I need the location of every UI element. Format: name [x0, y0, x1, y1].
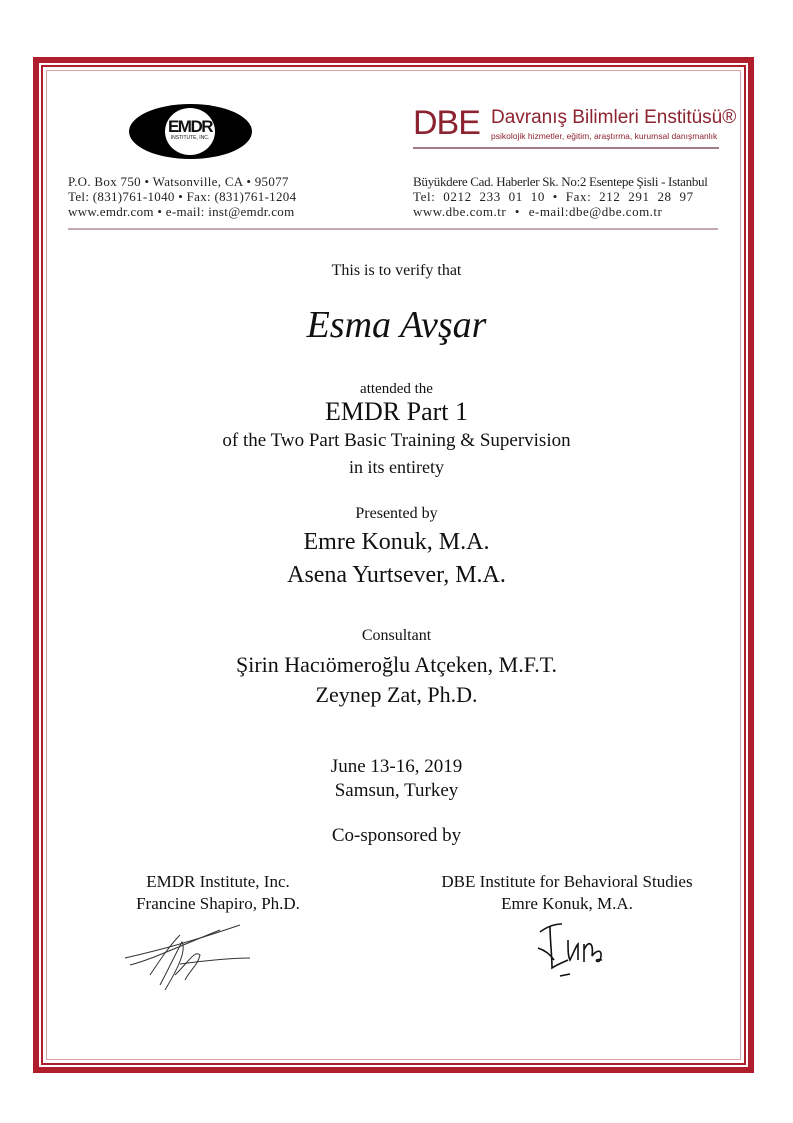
training-date: June 13-16, 2019 — [330, 756, 463, 777]
header-divider — [68, 228, 718, 230]
address-line: Tel: (831)761-1040 • Fax: (831)761-1204 — [68, 189, 297, 204]
sponsor-emdr — [68, 871, 368, 915]
recipient-name: Esma Avşar — [306, 304, 487, 346]
course-description: of the Two Part Basic Training & Supervision — [222, 430, 571, 451]
address-line: www.dbe.com.tr • e-mail:dbe@dbe.com.tr — [413, 204, 663, 219]
emdr-logo-text: EMDR — [167, 117, 213, 136]
sponsor-person: Francine Shapiro, Ph.D. — [136, 894, 300, 913]
presenter: Asena Yurtsever, M.A. — [287, 562, 506, 588]
address-line: P.O. Box 750 • Watsonville, CA • 95077 — [68, 174, 289, 189]
dbe-logo-tagline: psikolojik hizmetler, eğitim, araştırma, kurumsal danışmanlık — [491, 131, 718, 141]
sponsor-org: EMDR Institute, Inc. — [146, 872, 290, 891]
signature-konuk — [530, 920, 620, 980]
dbe-logo-mark: DBE — [413, 104, 480, 142]
signature-shapiro — [120, 920, 260, 995]
presenter: Emre Konuk, M.A. — [303, 529, 490, 555]
emdr-logo — [129, 104, 252, 159]
sponsor-dbe — [407, 871, 727, 915]
sponsor-org: DBE Institute for Behavioral Studies — [441, 872, 693, 891]
presented-by-label: Presented by — [355, 505, 438, 522]
consultant-label: Consultant — [361, 627, 432, 644]
entirety-text: in its entirety — [349, 457, 444, 477]
training-location: Samsun, Turkey — [334, 780, 459, 801]
dbe-logo-underline — [413, 147, 719, 149]
verify-text: This is to verify that — [331, 262, 462, 279]
course-title: EMDR Part 1 — [325, 397, 468, 426]
address-line: Büyükdere Cad. Haberler Sk. No:2 Esentepe Şisli - Istanbul — [413, 174, 708, 189]
dbe-address — [413, 174, 708, 219]
attended-text: attended the — [360, 381, 433, 397]
address-line: www.emdr.com • e-mail: inst@emdr.com — [68, 204, 295, 219]
emdr-logo-subtext: INSTITUTE, INC. — [170, 135, 210, 141]
address-line: Tel: 0212 233 01 10 • Fax: 212 291 28 97 — [413, 189, 694, 204]
dbe-logo-name: Davranış Bilimleri Enstitüsü® — [491, 107, 737, 128]
consultant: Zeynep Zat, Ph.D. — [315, 682, 478, 707]
sponsor-person: Emre Konuk, M.A. — [501, 894, 633, 913]
cosponsored-label: Co-sponsored by — [331, 825, 462, 846]
consultant: Şirin Hacıömeroğlu Atçeken, M.F.T. — [235, 652, 558, 677]
emdr-address — [68, 174, 296, 219]
